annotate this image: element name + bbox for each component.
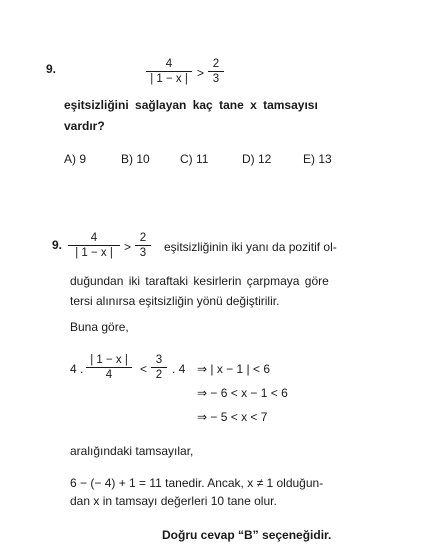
solution-rhs-fraction [135,232,151,259]
solution-lhs-fraction [68,232,120,259]
solution-line6: 6 − (− 4) + 1 = 11 tanedir. Ancak, x ≠ 1 olduğun- [70,476,324,490]
step1-fraction2-denominator: 2 [155,369,163,381]
step1-fraction2 [151,354,167,381]
step1-fraction1 [86,354,132,381]
question-lhs-numerator: 4 [165,58,173,70]
question-operator: > [197,66,205,80]
solution-intro: eşitsizliğinin iki yanı da pozitif ol- [164,240,337,254]
question-rhs-fraction [208,58,224,85]
question-lhs-denominator: | 1 − x | [150,73,188,85]
solution-lhs-denominator: | 1 − x | [75,247,113,259]
solution-step2: ⇒ − 6 < x − 1 < 6 [197,386,288,400]
solution-number: 9. [52,238,63,252]
question-stem-line1: eşitsizliğini sağlayan kaç tane x tamsayısı [64,98,318,112]
fraction-bar [68,245,120,246]
solution-line4: Buna göre, [70,320,129,334]
question-lhs-fraction [146,58,192,85]
correct-answer: Doğru cevap “B” seçeneğidir. [162,528,332,542]
solution-rhs-denominator: 3 [139,247,147,259]
solution-line2: duğundan iki taraftaki kesirlerin çarpmaya göre [70,274,329,288]
solution-line5: aralığındaki tamsayılar, [70,444,194,458]
fraction-bar [208,71,224,72]
solution-step3: ⇒ − 5 < x < 7 [197,410,268,424]
fraction-bar [135,245,151,246]
step1-operator: < [140,362,148,376]
fraction-bar [151,367,167,368]
question-stem-line2: vardır? [64,119,105,133]
option-e[interactable]: E) 13 [303,152,332,166]
solution-rhs-numerator: 2 [139,232,147,244]
question-number: 9. [46,62,57,76]
option-a[interactable]: A) 9 [64,152,87,166]
question-rhs-denominator: 3 [212,73,220,85]
step1-fraction2-numerator: 3 [155,354,163,366]
step1-left: 4 . [70,362,84,376]
step1-right: . 4 [172,362,186,376]
step1-fraction1-numerator: | 1 − x | [90,354,128,366]
option-d[interactable]: D) 12 [242,152,272,166]
step1-result: ⇒ | x − 1 | < 6 [197,362,270,376]
fraction-bar [146,71,192,72]
solution-operator: > [124,240,132,254]
option-b[interactable]: B) 10 [121,152,150,166]
solution-line3: tersi alınırsa eşitsizliğin yönü değiştirilir. [70,294,280,308]
solution-line7: dan x in tamsayı değerleri 10 tane olur. [70,494,277,508]
fraction-bar [86,367,132,368]
solution-lhs-numerator: 4 [90,232,98,244]
question-rhs-numerator: 2 [212,58,220,70]
option-c[interactable]: C) 11 [180,152,209,166]
step1-fraction1-denominator: 4 [105,369,113,381]
